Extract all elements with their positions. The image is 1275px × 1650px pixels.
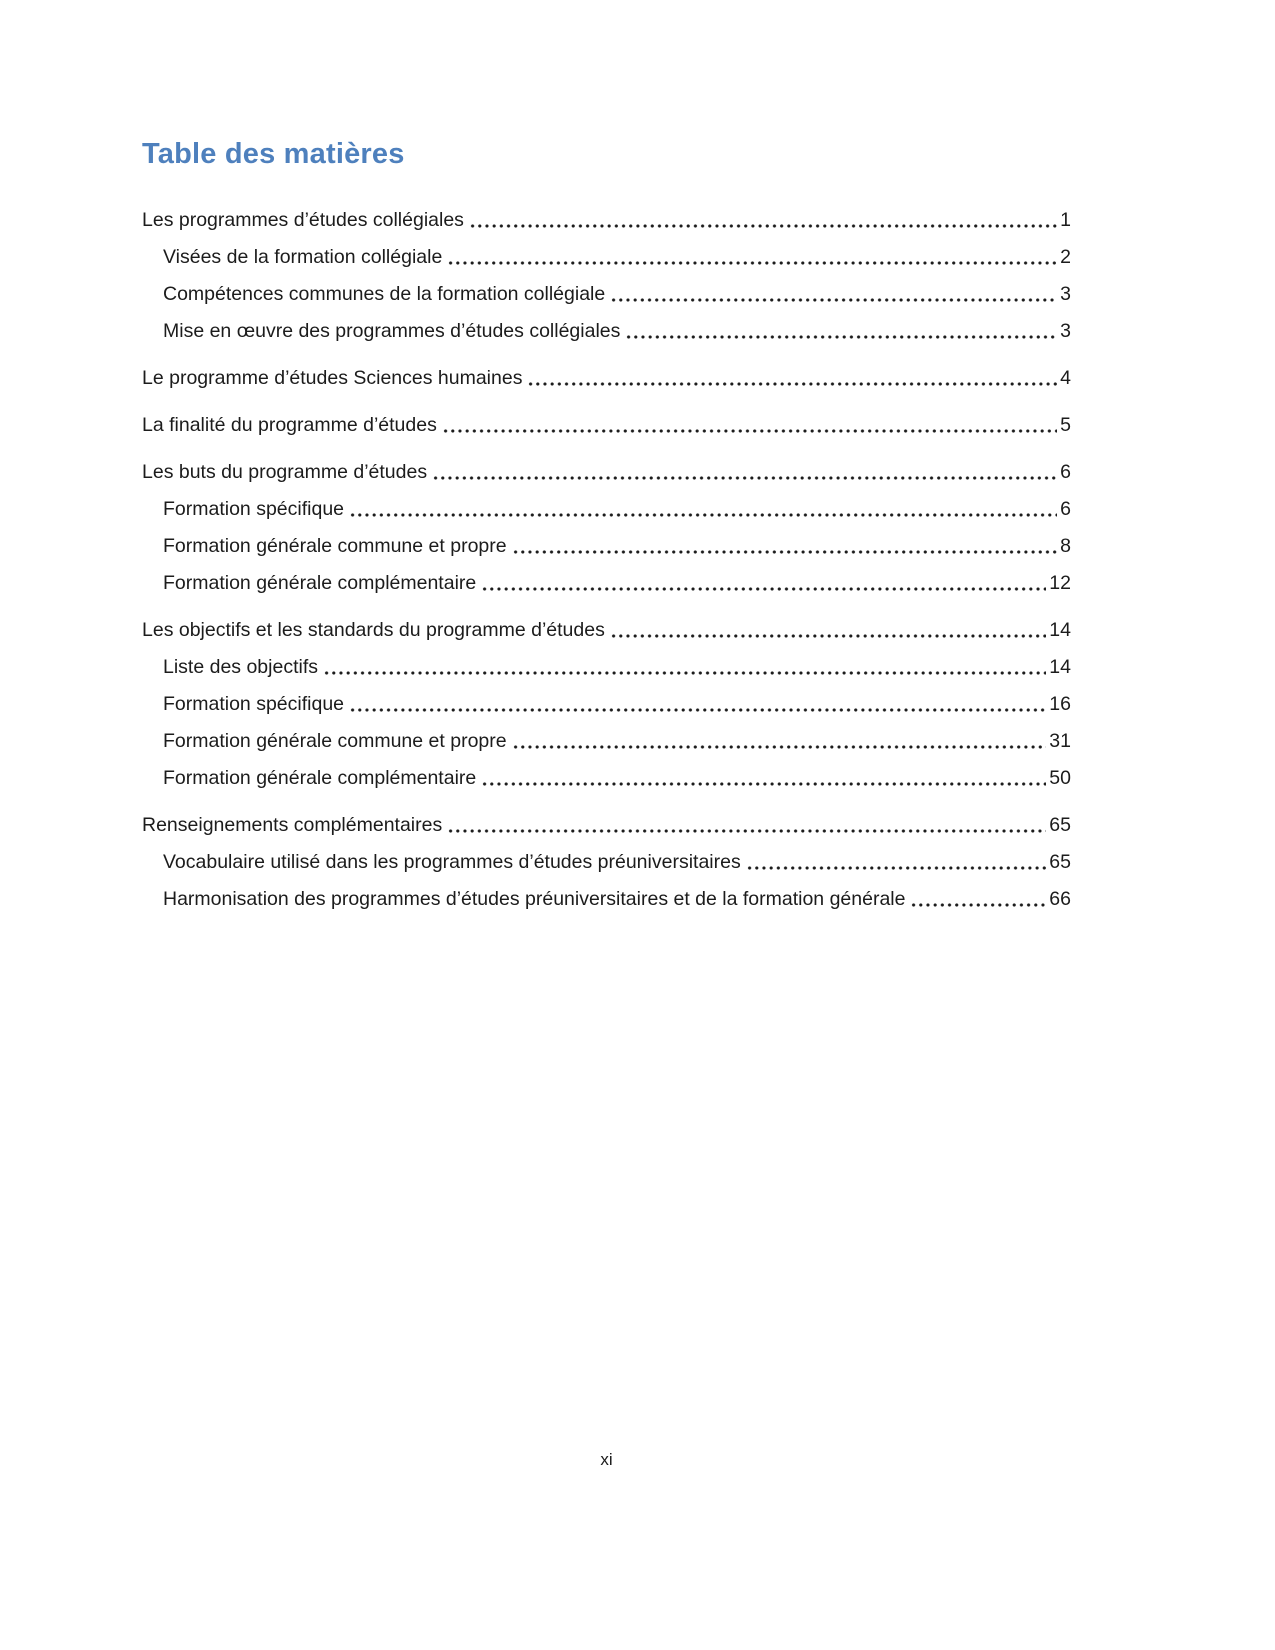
toc-entry-page: 65 [1049, 814, 1071, 836]
toc-entry-label: Harmonisation des programmes d’études préuniversitaires et de la formation générale [163, 888, 906, 910]
dot-leader [432, 476, 1057, 480]
toc-entry-page: 65 [1049, 851, 1071, 873]
dot-leader [746, 866, 1047, 870]
toc-entry-page: 14 [1049, 619, 1071, 641]
toc-entry-label: Formation générale complémentaire [163, 572, 477, 594]
toc-entry[interactable] [142, 851, 1071, 873]
toc-entry-page: 8 [1060, 535, 1071, 557]
toc-entry-page: 3 [1060, 320, 1071, 342]
toc-entry-label: Mise en œuvre des programmes d’études collégiales [163, 320, 621, 342]
dot-leader [447, 261, 1057, 265]
toc-entry-label: Formation générale commune et propre [163, 730, 507, 752]
toc-entry-page: 6 [1060, 461, 1071, 483]
toc-entry[interactable] [142, 246, 1071, 268]
toc-entry[interactable] [142, 730, 1071, 752]
toc-entry-label: Les buts du programme d’études [142, 461, 428, 483]
toc-entry[interactable] [142, 461, 1071, 483]
toc-entry-page: 14 [1049, 656, 1071, 678]
toc-content [142, 138, 1071, 925]
toc-entry-label: Formation spécifique [163, 693, 345, 715]
dot-leader [481, 782, 1046, 786]
page-title: Table des matières [142, 138, 405, 170]
toc-entry[interactable] [142, 367, 1071, 389]
dot-leader [349, 708, 1046, 712]
toc-entry[interactable] [142, 693, 1071, 715]
toc-entry-page: 66 [1049, 888, 1071, 910]
dot-leader [349, 513, 1057, 517]
toc-entry[interactable] [142, 320, 1071, 342]
toc-entry[interactable] [142, 414, 1071, 436]
toc-entry[interactable] [142, 209, 1071, 231]
toc-entry-label: Visées de la formation collégiale [163, 246, 443, 268]
dot-leader [447, 829, 1046, 833]
toc-entry[interactable] [142, 767, 1071, 789]
toc-entry[interactable] [142, 619, 1071, 641]
toc-entry-label: Compétences communes de la formation collégiale [163, 283, 606, 305]
toc-entry-page: 1 [1060, 209, 1071, 231]
toc-entry[interactable] [142, 283, 1071, 305]
toc-entry-page: 5 [1060, 414, 1071, 436]
dot-leader [323, 671, 1046, 675]
page-number-footer: xi [600, 1450, 613, 1469]
toc-entry-page: 31 [1049, 730, 1071, 752]
toc-entry-label: Vocabulaire utilisé dans les programmes d’études préuniversitaires [163, 851, 741, 873]
dot-leader [512, 550, 1058, 554]
toc-entry-page: 6 [1060, 498, 1071, 520]
toc-entry-label: La finalité du programme d’études [142, 414, 437, 436]
dot-leader [610, 298, 1057, 302]
dot-leader [481, 587, 1046, 591]
toc-entry-page: 50 [1049, 767, 1071, 789]
toc-entry[interactable] [142, 572, 1071, 594]
toc-entry[interactable] [142, 814, 1071, 836]
toc-entry-page: 2 [1060, 246, 1071, 268]
toc-entry-label: Liste des objectifs [163, 656, 319, 678]
toc-entry[interactable] [142, 498, 1071, 520]
toc-entry[interactable] [142, 888, 1071, 910]
dot-leader [527, 382, 1057, 386]
toc-entry-label: Renseignements complémentaires [142, 814, 443, 836]
toc-entry-page: 4 [1060, 367, 1071, 389]
dot-leader [442, 429, 1057, 433]
toc-entry[interactable] [142, 656, 1071, 678]
dot-leader [910, 903, 1046, 907]
dot-leader [512, 745, 1047, 749]
dot-leader [469, 224, 1057, 228]
dot-leader [625, 335, 1057, 339]
toc-entry-label: Le programme d’études Sciences humaines [142, 367, 523, 389]
dot-leader [610, 634, 1046, 638]
toc-entry-label: Les objectifs et les standards du programme d’études [142, 619, 605, 641]
toc-entry[interactable] [142, 535, 1071, 557]
toc-entry-label: Formation spécifique [163, 498, 345, 520]
toc-entry-page: 12 [1049, 572, 1071, 594]
toc-entry-label: Formation générale commune et propre [163, 535, 507, 557]
toc-entry-page: 3 [1060, 283, 1071, 305]
toc-entry-label: Les programmes d’études collégiales [142, 209, 464, 231]
toc-entry-page: 16 [1049, 693, 1071, 715]
toc-entry-label: Formation générale complémentaire [163, 767, 477, 789]
